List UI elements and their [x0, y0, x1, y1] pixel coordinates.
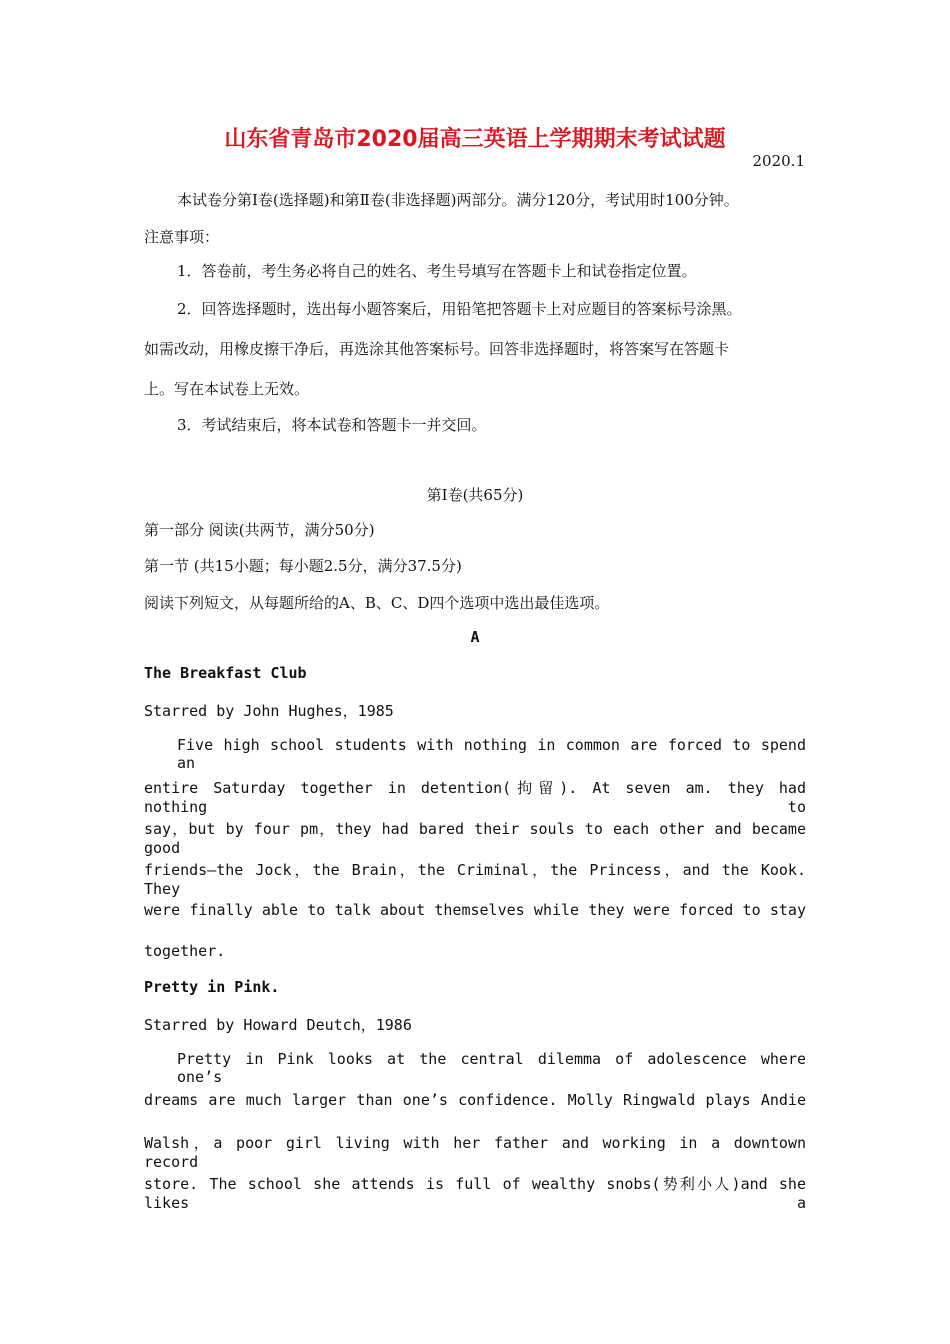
passage-line: say，but by four pm，they had bared their souls to each other and became good: [144, 820, 806, 857]
movie-title: The Breakfast Club: [144, 664, 307, 682]
passage-line: together.: [144, 942, 226, 960]
movie-byline: Starred by Howard Deutch，1986: [144, 1016, 412, 1034]
movie-title: Pretty in Pink.: [144, 978, 280, 996]
part-heading: 第一部分 阅读(共两节，满分50分): [144, 521, 375, 539]
passage-line: Pretty in Pink looks at the central dilemma of adolescence where one’s: [177, 1050, 806, 1086]
passage-line: Walsh，a poor girl living with her father and working in a downtown record: [144, 1134, 806, 1171]
exam-intro: 本试卷分第Ⅰ卷(选择题)和第Ⅱ卷(非选择题)两部分。满分120分，考试用时100分钟。: [177, 191, 739, 209]
notice-item-3: 3．考试结束后，将本试卷和答题卡一并交回。: [177, 416, 487, 434]
notice-item-2-cont: 如需改动，用橡皮擦干净后，再选涂其他答案标号。回答非选择题时，将答案写在答题卡: [144, 340, 730, 358]
section-heading: 第一节 (共15小题；每小题2.5分，满分37.5分): [144, 557, 462, 575]
passage-line: Five high school students with nothing in common are forced to spend an: [177, 736, 806, 772]
volume-title: 第Ⅰ卷(共65分): [426, 486, 524, 504]
passage-line: were finally able to talk about themselves while they were forced to stay: [144, 901, 806, 919]
reading-directions: 阅读下列短文，从每题所给的A、B、C、D四个选项中选出最佳选项。: [144, 594, 610, 612]
page-title: 山东省青岛市2020届高三英语上学期期末考试试题: [224, 127, 726, 152]
passage-line: store. The school she attends is full of wealthy snobs(势利小人)and she likes a: [144, 1175, 806, 1212]
exam-date: 2020.1: [752, 152, 805, 170]
notice-heading: 注意事项：: [144, 228, 220, 246]
notice-item-2: 2．回答选择题时，选出每小题答案后，用铅笔把答题卡上对应题目的答案标号涂黑。: [177, 300, 742, 318]
passage-line: dreams are much larger than one’s confidence. Molly Ringwald plays Andie: [144, 1091, 806, 1109]
notice-item-2-end: 上。写在本试卷上无效。: [144, 380, 310, 398]
movie-byline: Starred by John Hughes，1985: [144, 702, 394, 720]
passage-letter: A: [470, 628, 480, 646]
notice-item-1: 1．答卷前，考生务必将自己的姓名、考生号填写在答题卡上和试卷指定位置。: [177, 262, 697, 280]
passage-line: entire Saturday together in detention(拘留). At seven am. they had nothing to: [144, 779, 806, 816]
passage-line: friends—the Jock，the Brain，the Criminal，the Princess，and the Kook. They: [144, 861, 806, 898]
